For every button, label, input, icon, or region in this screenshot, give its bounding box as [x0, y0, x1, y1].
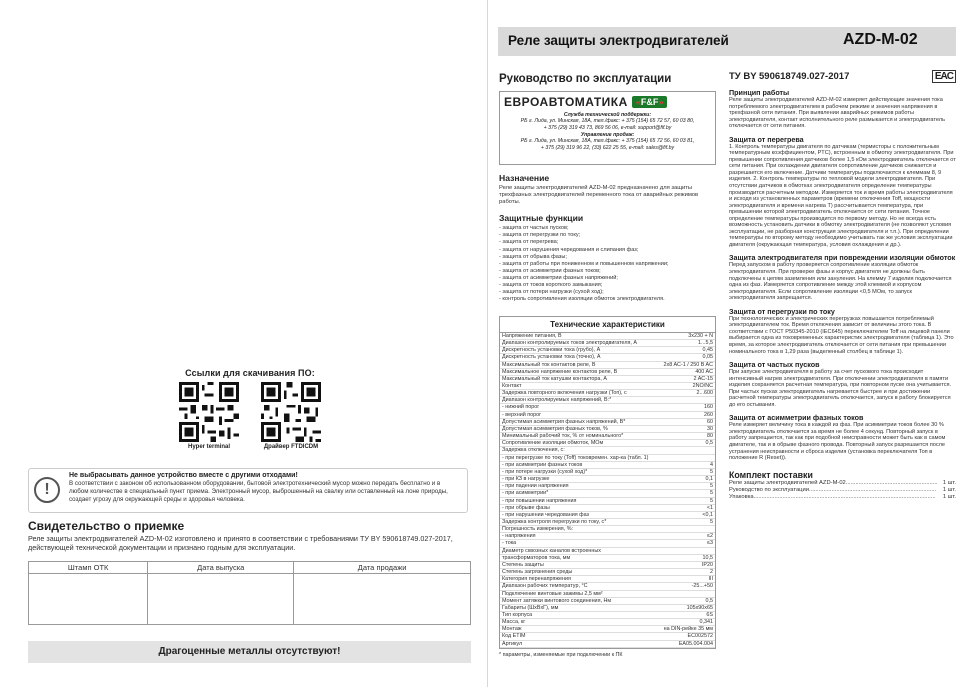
tech-param: Момент затяжки винтового соединения, Нм — [502, 597, 612, 604]
kit-item-name: Руководство по эксплуатации............................................................................... — [729, 487, 937, 494]
tech-value: 2 — [710, 569, 713, 576]
disposal-notice — [28, 468, 468, 513]
tech-row — [500, 512, 715, 519]
tech-value: 2 AC-15 — [693, 375, 713, 382]
tech-param: Погрешность измерения, %: — [502, 526, 573, 533]
function-item: - защита от асимметрии фазных напряжений; — [499, 274, 618, 281]
tech-row — [500, 354, 715, 361]
tech-value: 5 — [710, 483, 713, 490]
tech-row — [500, 519, 715, 526]
release-date-cell[interactable] — [148, 574, 294, 625]
function-item: - защита от перегрузки по току; — [499, 232, 581, 239]
tech-value: EC002572 — [687, 633, 713, 640]
tech-param: - при падении напряжения — [502, 483, 569, 490]
principle-text: Реле защиты электродвигателей AZD-M-02 измеряет действующие значения тока потребляемого электродвигателем в рабочем режиме и значения напряжения в трехфазной сети питания. При выявлении аварийных режимов работы электродвигателя, контакт исполнительного реле размыкается и электродвигатель отключается от сети питания. — [729, 97, 945, 130]
support-title: Служба технической поддержки: — [563, 112, 652, 118]
tech-value: ≤3 — [707, 540, 713, 547]
insulation-title: Защита электродвигателя при повреждении изоляции обмоток — [729, 253, 956, 263]
tech-value: <1 — [706, 504, 713, 511]
tech-row — [500, 598, 715, 605]
function-item: - защита от обрыва фазы; — [499, 253, 567, 260]
tech-param: Диаметр сквозных каналов встроенных — [502, 547, 601, 554]
tech-param: Сопротивление изоляции обмоток, МОм — [502, 440, 604, 447]
col-release-date: Дата выпуска — [148, 562, 294, 574]
sales-line: РБ г. Лида, ул. Минская, 18А, тел./факс: + 375 (154) 65 72 56, 60 03 81, — [520, 138, 695, 145]
tech-value: 0,45 — [702, 347, 713, 354]
tech-param: Степень защиты — [502, 561, 544, 568]
tech-param: Минимальный рабочий ток, % от номинального* — [502, 433, 624, 440]
function-item: - защита от нарушения чередования и слипания фаз; — [499, 246, 639, 253]
tech-param: - при нарушении чередования фаз — [502, 511, 590, 518]
kit-item — [729, 480, 956, 487]
tech-param: Категория перенапряжения — [502, 576, 571, 583]
tech-row — [500, 612, 715, 619]
qr-code-icon — [261, 382, 321, 442]
tech-value: ≤2 — [707, 533, 713, 540]
kit-item-qty: 1 шт. — [942, 479, 956, 486]
tech-param: - тока — [502, 540, 517, 547]
tech-row — [500, 333, 715, 340]
tech-value: 5 — [710, 468, 713, 475]
tech-value: 30 — [707, 425, 713, 432]
kit-item — [729, 487, 956, 494]
tech-row — [500, 455, 715, 462]
header-model: AZD-M-02 — [843, 31, 918, 48]
col-sale-date: Дата продажи — [294, 562, 471, 574]
tech-row — [500, 490, 715, 497]
tech-row — [500, 419, 715, 426]
tech-param: - при асимметрии фазных токов — [502, 461, 583, 468]
tech-value: 0,341 — [699, 619, 713, 626]
sales-line: + 375 (29) 319 96 22, (33) 622 25 55, e-mail: sales@fif.by — [540, 144, 675, 151]
tech-param: Артикул — [502, 640, 523, 647]
function-item: - защита от потери нагрузки (сухой ход); — [499, 288, 604, 295]
kit-title: Комплект поставки — [729, 469, 813, 480]
tech-row — [500, 440, 715, 447]
tech-param: - при обрыве фазы — [502, 504, 550, 511]
tech-param: Допустимая асимметрия фазных напряжений, В* — [502, 418, 626, 425]
overload-text: При технологических и электрических перегрузках повышается потребляемый электродвигателем ток. Время отключения зависит от величины этого тока. В соответствии с ГОСТ Р50345-2010 (IEC645) переключателем Toff на лицевой панели выбирается одна из токовременных характеристик электродвигателя (таблица 1). Это время, за которое электродвигатель отключается от сети питания при превышении номинального тока в 1,29 раза (выделенный столбец в таблице 1). — [729, 315, 954, 355]
tech-row — [500, 583, 715, 590]
col-stamp: Штамп ОТК — [29, 562, 148, 574]
column-right — [729, 70, 956, 502]
tech-param: Масса, кг — [502, 619, 526, 626]
tech-param: - нижний порог — [502, 404, 540, 411]
function-item: - защита от токов короткого замыкания; — [499, 281, 603, 288]
tech-value: III — [708, 576, 713, 583]
qr-code-icon — [179, 382, 239, 442]
overheat-title: Защита от перегрева — [729, 134, 804, 144]
function-item: - защита от асимметрии фазных токов; — [499, 267, 601, 274]
purpose-text: Реле защиты электродвигателей AZD-M-02 предназначено для защиты трехфазных электродвигателей переменного тока от аварийных режимов работы. — [499, 185, 699, 205]
tech-param: - напряжения — [502, 533, 536, 540]
support-line: + 375 (29) 319 43 73, 869 56 06, e-mail: support@fif.by — [543, 124, 672, 131]
function-item: - защита от работы при пониженном и повышенном напряжении; — [499, 260, 669, 267]
company-logo — [504, 95, 711, 109]
column-left — [499, 70, 716, 658]
tech-param: Задержка контроля перегрузки по току, с* — [502, 518, 607, 525]
tech-param: Подключение винтовые зажимы 2,5 мм² — [502, 590, 603, 597]
tech-table — [499, 316, 716, 649]
function-item: - защита от частых пусков; — [499, 225, 569, 232]
download-links — [150, 368, 350, 450]
notice-title: Не выбрасывать данное устройство вместе с другими отходами! — [69, 472, 298, 479]
tech-value: -25...+50 — [691, 583, 713, 590]
tech-row — [500, 619, 715, 626]
tech-row — [500, 340, 715, 347]
sales-title: Управление продаж: — [580, 132, 635, 139]
tech-value: EA05.004.004 — [678, 640, 713, 647]
tech-row — [500, 533, 715, 540]
warning-icon: ! — [34, 477, 60, 503]
function-item: - защита от перегрева; — [499, 239, 559, 246]
tech-value: 3x230 + N — [688, 332, 713, 339]
tech-value: 80 — [707, 433, 713, 440]
qr-caption: Hyper terminal — [187, 444, 230, 450]
tech-value: на DIN-рейке 35 мм — [663, 626, 713, 633]
tech-value: 260 — [704, 411, 713, 418]
tech-row — [500, 404, 715, 411]
tech-row — [500, 447, 715, 454]
tech-value: 0,5 — [705, 440, 713, 447]
tech-param: Код ETIM — [502, 633, 526, 640]
tech-row — [500, 505, 715, 512]
qr-ftdi-driver[interactable] — [261, 382, 321, 450]
tech-param: - при потере нагрузки (сухой ход)* — [502, 468, 588, 475]
overload-title: Защита от перегрузки по току — [729, 306, 835, 316]
acceptance-title: Свидетельство о приемке — [28, 519, 185, 533]
tech-row — [500, 576, 715, 583]
functions-list — [499, 225, 716, 303]
acceptance-table — [28, 561, 471, 625]
tech-row — [500, 426, 715, 433]
tech-row — [500, 469, 715, 476]
tech-value: 0,05 — [702, 354, 713, 361]
tech-row — [500, 626, 715, 633]
tech-value: 1...5,5 — [698, 340, 713, 347]
tech-value: 2NO/NC — [692, 383, 713, 389]
tech-row — [500, 397, 715, 404]
logo-text: ЕВРОАВТОМАТИКА — [504, 95, 628, 109]
tech-param: трансформаторов тока, мм — [502, 554, 571, 561]
function-item: - контроль сопротивления изоляции обмоток электродвигателя. — [499, 295, 665, 302]
tech-footnote: * параметры, изменяемые при подключении к ПК — [499, 651, 623, 658]
tech-param: Диапазон рабочих температур, °С — [502, 583, 588, 590]
tech-row — [500, 376, 715, 383]
tech-param: Тип корпуса — [502, 612, 533, 618]
overheat-text: 1. Контроль температуры двигателя по датчикам (термисторы с положительным температурным коэффициентом, PTC), встроенным в обмотку электродвигателя. При превышении сопротивления датчиков более 1,5 кОм электродвигатель отключается от сети питания. При охлаждении двигателя сопротивление датчиков снижается и разрешается его включение. Датчики температуры подключаются к клеммам 8, 9 изделия. 2. Контроль температуры по тепловой модели электродвигателя. При отсутствии датчиков в обмотках электродвигателя определение температуры производится расчетным методом. Измеряется ток и время работы электродвигателя и исходя из установленных параметров (времени отключения Toff, мощности электродвигателя и времени нагрева T) рассчитывается температура, при превышении которой электродвигатель отключается от сети питания. Точное определение температуры производится по первому методу. Но не всегда есть возможность установить датчики в обмотку электродвигателя (не позволяют условия эксплуатации, не разборная конструкция электродвигателя и т.п.). При определении температуры по второму методу необходимо учитывать так же условия эксплуатации двигателя (окружающая температура, условия охлаждения и др.). — [729, 143, 956, 248]
tech-row — [500, 605, 715, 612]
tech-param: - при перегрузке по току (Toff) токовремен. хар-ка (табл. 1) — [502, 454, 649, 461]
company-box — [499, 91, 716, 165]
tech-param: Максимальный ток катушки контактора, А — [502, 375, 607, 382]
tech-row — [500, 483, 715, 490]
tech-param: Дискретность установки тока (грубо), А — [502, 347, 601, 354]
tech-param: Монтаж — [502, 626, 522, 633]
starts-title: Защита от частых пусков — [729, 360, 820, 370]
tech-param: Контакт — [502, 383, 522, 389]
tech-row — [500, 591, 715, 598]
tech-value: 2x8 AC-1 / 250 B AC — [663, 361, 713, 368]
fold-divider — [487, 0, 488, 687]
asymmetry-title: Защита от асимметрии фазных токов — [729, 413, 864, 423]
principle-title: Принцип работы — [729, 88, 790, 97]
tech-param: - при асимметрии* — [502, 490, 549, 497]
tech-value: 4 — [710, 461, 713, 468]
tu-code: ТУ BY 590618749.027-2017 — [729, 71, 850, 82]
acceptance-text: Реле защиты электродвигателей AZD-M-02 изготовлено и принято в соответствии с требованиями ТУ BY 590618749.027-2017, действующей технической документации и признано годным для эксплуатации. — [28, 534, 453, 552]
tech-param: Габариты (ШxВxГ), мм — [502, 604, 559, 611]
precious-metals-banner: Драгоценные металлы отсутствуют! — [28, 641, 471, 663]
tech-param: Дискретность установки тока (точно), А — [502, 354, 601, 361]
tech-param: Степень загрязнения среды — [502, 569, 573, 576]
logo-badge: «F&F» — [632, 96, 668, 108]
kit-item-name: Упаковка................................................................................................................. — [729, 494, 936, 501]
notice-body: В соответствии с законом об использованном оборудовании, бытовой электротехнический мусор можно передать бесплатно и в любом количестве в специальный пункт приема. Электронный мусор, выброшенный на свалку или оставленный на лоне природы, создает угрозу для окружающей среды и здоровья человека. — [69, 480, 448, 503]
tech-value: 160 — [704, 404, 713, 411]
tech-value: 5 — [710, 497, 713, 504]
tech-row — [500, 369, 715, 376]
tech-value: 400 AC — [695, 368, 713, 375]
tech-row — [500, 555, 715, 562]
tech-value: 105x90x65 — [686, 604, 713, 611]
tech-param: Максимальное напряжение контактов реле, В — [502, 368, 618, 375]
tech-row — [500, 548, 715, 555]
qr-hyper-terminal[interactable] — [179, 382, 239, 450]
download-links-title: Ссылки для скачивания ПО: — [185, 368, 315, 378]
starts-text: При запуске электродвигателя в работу за счет пускового тока происходит интенсивный нагрев электродвигателя. При отключении электродвигателя в памяти изделия сохраняется расчетная температура, при повторном пуске она учитывается. При частых пусках электродвигатель нагревается быстрее и при достижении расчетной температуры электродвигатель отключается, запуск в работу блокируется до его остывания. — [729, 369, 952, 408]
kit-item-name: Реле защиты электродвигателей AZD-M-02......................................................... — [729, 479, 938, 486]
tech-value: 5 — [710, 518, 713, 525]
tech-param: Напряжение питания, В — [502, 332, 562, 339]
tech-row — [500, 540, 715, 547]
tech-row — [500, 476, 715, 483]
tech-row — [500, 347, 715, 354]
tech-row — [500, 498, 715, 505]
header-title: Реле защиты электродвигателей — [508, 33, 729, 48]
kit-list — [729, 480, 956, 502]
tech-param: Максимальный ток контактов реле, В — [502, 361, 596, 368]
tech-row — [500, 633, 715, 640]
tech-row — [500, 362, 715, 369]
kit-item-qty: 1 шт. — [942, 494, 956, 501]
tech-param: Задержка отключения, с: — [502, 447, 565, 454]
tech-value: 10,5 — [702, 554, 713, 561]
sale-date-cell[interactable] — [294, 574, 471, 625]
qr-caption: Драйвер FTDICDM — [263, 444, 319, 450]
tech-row — [500, 526, 715, 533]
tech-row — [500, 383, 715, 390]
tech-row — [500, 562, 715, 569]
support-line: РБ г. Лида, ул. Минская, 18А, тел./факс: + 375 (154) 65 72 57, 60 03 80, — [520, 118, 695, 124]
stamp-cell[interactable] — [29, 574, 148, 625]
tech-value: 0,1 — [705, 476, 713, 483]
tech-param: - при повышении напряжения — [502, 497, 577, 504]
kit-item-qty: 1 шт. — [942, 487, 956, 494]
tech-row — [500, 390, 715, 397]
tech-param: Задержка повторного включения нагрузки (Toп), с — [502, 390, 627, 397]
kit-item — [729, 494, 956, 501]
tech-value: 60 — [707, 418, 713, 425]
tech-row — [500, 569, 715, 576]
tech-value: 5 — [710, 490, 713, 497]
tech-param: - при КЗ в нагрузке — [502, 476, 550, 483]
eac-mark-icon: EAC — [932, 70, 956, 83]
tech-value: IP20 — [701, 561, 713, 568]
tech-value: 0,5 — [705, 597, 713, 604]
tech-param: Диапазон контролируемых напряжений, В:* — [502, 397, 612, 404]
tech-value: <0,1 — [702, 511, 713, 518]
tech-row — [500, 433, 715, 440]
manual-title: Руководство по эксплуатации — [499, 73, 672, 85]
tech-row — [500, 412, 715, 419]
tech-row — [500, 641, 715, 648]
tech-param: - верхний порог — [502, 411, 542, 418]
tech-value: 2...600 — [696, 390, 713, 397]
tech-row — [500, 462, 715, 469]
tech-title: Технические характеристики — [500, 317, 715, 333]
tech-param: Диапазон контролируемых токов электродвигателя, А — [502, 340, 637, 347]
tech-param: Допустимая асимметрия фазных токов, % — [502, 425, 608, 432]
functions-title: Защитные функции — [499, 213, 584, 224]
purpose-title: Назначение — [499, 173, 550, 183]
tech-value: 6S — [706, 612, 713, 618]
asymmetry-text: Реле измеряет величину тока в каждой из фаз. При асимметрии токов более 30 % электродвигатель отключается за время не более 4 секунд. Повторный запуск в работу запрещается, так как при подобной неисправности может быть как в самом двигателе, так и в обрыве фазного провода. Повторный запуск разрешается после устранения неисправности и сброса изделия (установка переключателя Toп в положение R (Reset)). — [729, 422, 946, 462]
insulation-text: Перед запуском в работу проверяется сопротивление изоляции обмоток электродвигателя. При проверке фазы и корпус двигателя не должны быть подключены к цепям заземления или зануления. На клемму 7 изделия подключается одна из фаз. Измеряется сопротивление между этой клеммой и корпусом электродвигателя. Если сопротивление изоляции <0,5 МОм, то запуск электродвигателя запрещается. — [729, 262, 952, 302]
